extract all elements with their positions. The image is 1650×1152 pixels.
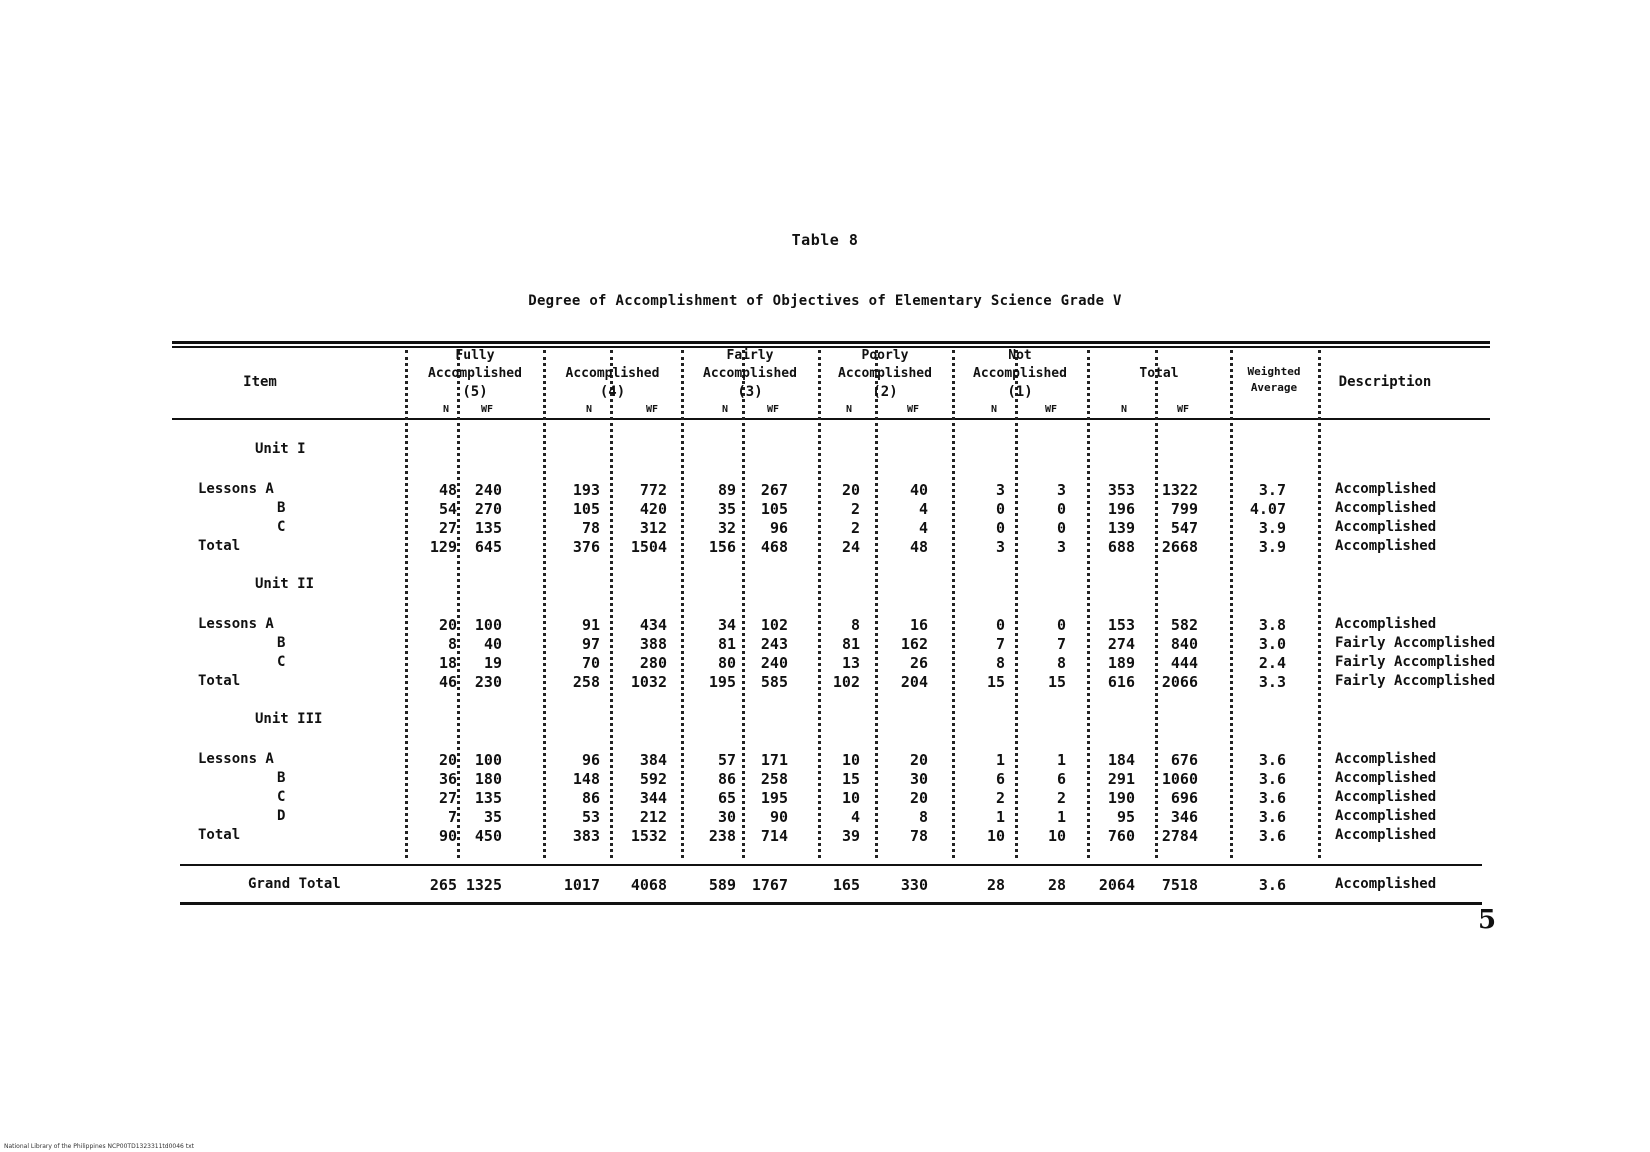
- header-sub-wf: WF: [645, 404, 659, 415]
- table-cell: 772: [639, 481, 667, 499]
- table-cell: 35: [483, 808, 502, 826]
- table-cell: 714: [760, 827, 788, 845]
- table-cell: 20: [438, 616, 457, 634]
- table-cell: 2: [850, 500, 860, 518]
- table-cell: 129: [429, 538, 457, 556]
- table-cell: 13: [841, 654, 860, 672]
- table-cell: 1504: [630, 538, 667, 556]
- scan-footer: National Library of the Philippines NCP00TD1323311td0046 txt: [4, 1143, 195, 1150]
- table-cell: 274: [1107, 635, 1135, 653]
- table-cell: 10: [841, 789, 860, 807]
- table-cell: 46: [438, 673, 457, 691]
- row-description: Accomplished: [1335, 481, 1437, 497]
- table-cell: 3.6: [1258, 876, 1286, 894]
- table-cell: 80: [717, 654, 736, 672]
- table-cell: 148: [572, 770, 600, 788]
- table-cell: 243: [760, 635, 788, 653]
- table-cell: 3.8: [1258, 616, 1286, 634]
- row-label: D: [277, 808, 286, 824]
- row-label: B: [277, 635, 286, 651]
- header-group-line2: Accomplished: [565, 366, 660, 381]
- table-cell: 2064: [1098, 876, 1135, 894]
- table-cell: 238: [708, 827, 736, 845]
- header-group-line2: Accomplished: [973, 366, 1067, 381]
- unit-heading: Unit I: [255, 441, 306, 457]
- header-group-line1: Poorly: [861, 348, 909, 363]
- table-cell: 258: [760, 770, 788, 788]
- table-cell: 39: [841, 827, 860, 845]
- table-cell: 16: [909, 616, 928, 634]
- row-label: B: [277, 770, 286, 786]
- table-cell: 190: [1107, 789, 1135, 807]
- table-cell: 212: [639, 808, 667, 826]
- row-description: Accomplished: [1335, 538, 1437, 554]
- header-group-line2: Accomplished: [428, 366, 522, 381]
- header-group-line2: Accomplished: [838, 366, 932, 381]
- table-cell: 15: [1047, 673, 1066, 691]
- table-cell: 799: [1170, 500, 1198, 518]
- table-cell: 388: [639, 635, 667, 653]
- table-cell: 48: [438, 481, 457, 499]
- table-cell: 3.7: [1258, 481, 1286, 499]
- table-cell: 270: [474, 500, 502, 518]
- table-cell: 3: [1056, 538, 1066, 556]
- table-cell: 162: [900, 635, 928, 653]
- table-cell: 28: [986, 876, 1005, 894]
- row-description: Accomplished: [1335, 808, 1437, 824]
- table-cell: 547: [1170, 519, 1198, 537]
- table-cell: 840: [1170, 635, 1198, 653]
- header-sub-wf: WF: [1176, 404, 1190, 415]
- table-cell: 450: [474, 827, 502, 845]
- table-cell: 96: [581, 751, 600, 769]
- table-cell: 4: [918, 500, 928, 518]
- row-label: Lessons A: [198, 616, 274, 632]
- table-cell: 4068: [630, 876, 667, 894]
- row-label: Lessons A: [198, 751, 274, 767]
- table-cell: 3.6: [1258, 827, 1286, 845]
- table-cell: 95: [1116, 808, 1135, 826]
- table-cell: 1032: [630, 673, 667, 691]
- table-cell: 8: [1056, 654, 1066, 672]
- table-cell: 3: [995, 481, 1005, 499]
- table-cell: 8: [918, 808, 928, 826]
- table-cell: 240: [760, 654, 788, 672]
- table-cell: 1532: [630, 827, 667, 845]
- table-cell: 434: [639, 616, 667, 634]
- table-cell: 760: [1107, 827, 1135, 845]
- grand-total-bottom-rule: [180, 902, 1482, 905]
- table-cell: 688: [1107, 538, 1135, 556]
- table-cell: 2.4: [1258, 654, 1286, 672]
- row-label: Total: [198, 673, 241, 689]
- table-cell: 86: [717, 770, 736, 788]
- top-rule: [172, 341, 1490, 344]
- table-cell: 19: [483, 654, 502, 672]
- row-description: Fairly Accomplished: [1335, 654, 1496, 670]
- header-group-code: (3): [737, 384, 763, 400]
- table-cell: 258: [572, 673, 600, 691]
- table-cell: 376: [572, 538, 600, 556]
- table-cell: 1: [1056, 808, 1066, 826]
- table-cell: 3: [995, 538, 1005, 556]
- table-cell: 90: [769, 808, 788, 826]
- table-cell: 20: [909, 751, 928, 769]
- header-sub-n: N: [845, 404, 853, 415]
- header-sub-n: N: [721, 404, 729, 415]
- table-cell: 3.6: [1258, 789, 1286, 807]
- table-cell: 28: [1047, 876, 1066, 894]
- table-cell: 204: [900, 673, 928, 691]
- row-description: Accomplished: [1335, 827, 1437, 843]
- table-cell: 696: [1170, 789, 1198, 807]
- table-cell: 18: [438, 654, 457, 672]
- table-cell: 4: [918, 519, 928, 537]
- table-cell: 1: [995, 808, 1005, 826]
- table-cell: 6: [995, 770, 1005, 788]
- table-cell: 3.6: [1258, 808, 1286, 826]
- unit-heading: Unit II: [255, 576, 315, 592]
- table-cell: 3.6: [1258, 751, 1286, 769]
- row-label: C: [277, 654, 286, 670]
- header-group-line2: Accomplished: [703, 366, 797, 381]
- header-sub-n: N: [1120, 404, 1128, 415]
- table-cell: 3.9: [1258, 519, 1286, 537]
- table-cell: 90: [438, 827, 457, 845]
- row-label: B: [277, 500, 286, 516]
- table-cell: 312: [639, 519, 667, 537]
- table-cell: 35: [717, 500, 736, 518]
- row-description: Accomplished: [1335, 500, 1437, 516]
- column-separator: [1318, 350, 1321, 858]
- table-cell: 1017: [563, 876, 600, 894]
- table-cell: 65: [717, 789, 736, 807]
- row-label: Grand Total: [248, 876, 341, 892]
- table-cell: 468: [760, 538, 788, 556]
- table-cell: 86: [581, 789, 600, 807]
- table-cell: 96: [769, 519, 788, 537]
- table-cell: 645: [474, 538, 502, 556]
- table-cell: 1767: [751, 876, 788, 894]
- row-description: Accomplished: [1335, 876, 1437, 892]
- table-cell: 70: [581, 654, 600, 672]
- table-cell: 676: [1170, 751, 1198, 769]
- table-cell: 280: [639, 654, 667, 672]
- table-cell: 3: [1056, 481, 1066, 499]
- header-weighted-average: Weighted Average: [1247, 365, 1301, 394]
- table-cell: 78: [581, 519, 600, 537]
- unit-heading: Unit III: [255, 711, 323, 727]
- row-description: Accomplished: [1335, 616, 1437, 632]
- table-cell: 78: [909, 827, 928, 845]
- table-cell: 189: [1107, 654, 1135, 672]
- grand-total-top-rule: [180, 864, 1482, 866]
- table-cell: 48: [909, 538, 928, 556]
- table-cell: 383: [572, 827, 600, 845]
- table-cell: 8: [995, 654, 1005, 672]
- table-cell: 2668: [1161, 538, 1198, 556]
- table-cell: 0: [1056, 500, 1066, 518]
- table-cell: 195: [760, 789, 788, 807]
- table-cell: 346: [1170, 808, 1198, 826]
- table-cell: 139: [1107, 519, 1135, 537]
- table-cell: 34: [717, 616, 736, 634]
- header-group-line2: Total: [1139, 366, 1179, 381]
- table-cell: 0: [995, 500, 1005, 518]
- table-cell: 3.9: [1258, 538, 1286, 556]
- table-cell: 2: [850, 519, 860, 537]
- table-cell: 15: [841, 770, 860, 788]
- table-cell: 10: [1047, 827, 1066, 845]
- table-cell: 27: [438, 789, 457, 807]
- header-group-code: (4): [599, 384, 626, 400]
- table-cell: 20: [438, 751, 457, 769]
- table-cell: 3.6: [1258, 770, 1286, 788]
- table-cell: 1: [1056, 751, 1066, 769]
- table-cell: 3.3: [1258, 673, 1286, 691]
- header-group-line1: Fairly: [726, 348, 774, 363]
- header-sub-wf: WF: [1044, 404, 1058, 415]
- header-group-line1: Fully: [455, 348, 495, 363]
- table-cell: 330: [900, 876, 928, 894]
- table-cell: 196: [1107, 500, 1135, 518]
- table-cell: 10: [841, 751, 860, 769]
- header-sub-n: N: [585, 404, 593, 415]
- header-sub-wf: WF: [906, 404, 920, 415]
- table-cell: 384: [639, 751, 667, 769]
- table-cell: 8: [447, 635, 457, 653]
- table-cell: 616: [1107, 673, 1135, 691]
- header-group-code: (5): [462, 384, 488, 400]
- table-cell: 0: [995, 519, 1005, 537]
- table-cell: 2: [995, 789, 1005, 807]
- table-cell: 40: [909, 481, 928, 499]
- row-description: Accomplished: [1335, 789, 1437, 805]
- row-description: Fairly Accomplished: [1335, 635, 1496, 651]
- table-cell: 3.0: [1258, 635, 1286, 653]
- page-number: 5: [1478, 905, 1497, 935]
- table-cell: 2784: [1161, 827, 1198, 845]
- table-cell: 81: [717, 635, 736, 653]
- table-cell: 135: [474, 789, 502, 807]
- table-cell: 2: [1056, 789, 1066, 807]
- header-group-code: (2): [872, 384, 898, 400]
- table-cell: 105: [572, 500, 600, 518]
- table-cell: 135: [474, 519, 502, 537]
- header-sub-n: N: [990, 404, 998, 415]
- table-cell: 53: [581, 808, 600, 826]
- table-cell: 180: [474, 770, 502, 788]
- table-cell: 0: [1056, 519, 1066, 537]
- table-cell: 344: [639, 789, 667, 807]
- table-cell: 6: [1056, 770, 1066, 788]
- header-sub-n: N: [442, 404, 450, 415]
- table-cell: 1: [995, 751, 1005, 769]
- table-cell: 102: [832, 673, 860, 691]
- table-cell: 7518: [1161, 876, 1198, 894]
- table-cell: 7: [447, 808, 457, 826]
- table-cell: 40: [483, 635, 502, 653]
- table-cell: 8: [850, 616, 860, 634]
- table-cell: 30: [717, 808, 736, 826]
- row-label: C: [277, 789, 286, 805]
- table-cell: 24: [841, 538, 860, 556]
- table-cell: 0: [1056, 616, 1066, 634]
- table-cell: 100: [474, 616, 502, 634]
- table-cell: 171: [760, 751, 788, 769]
- header-sub-wf: WF: [480, 404, 494, 415]
- table-cell: 265: [429, 876, 457, 894]
- row-label: Lessons A: [198, 481, 274, 497]
- row-description: Accomplished: [1335, 770, 1437, 786]
- table-cell: 193: [572, 481, 600, 499]
- table-cell: 2066: [1161, 673, 1198, 691]
- row-description: Accomplished: [1335, 751, 1437, 767]
- table-cell: 165: [832, 876, 860, 894]
- table-cell: 20: [841, 481, 860, 499]
- header-bottom-rule: [172, 418, 1490, 420]
- table-subtitle: Degree of Accomplishment of Objectives of Elementary Science Grade V: [528, 293, 1122, 309]
- table-cell: 184: [1107, 751, 1135, 769]
- table-cell: 592: [639, 770, 667, 788]
- header-sub-wf: WF: [766, 404, 780, 415]
- row-description: Fairly Accomplished: [1335, 673, 1496, 689]
- table-cell: 27: [438, 519, 457, 537]
- table-cell: 26: [909, 654, 928, 672]
- table-cell: 100: [474, 751, 502, 769]
- table-cell: 32: [717, 519, 736, 537]
- table-cell: 10: [986, 827, 1005, 845]
- table-title: Table 8: [791, 231, 859, 249]
- table-cell: 1060: [1161, 770, 1198, 788]
- table-cell: 267: [760, 481, 788, 499]
- header-group-code: (1): [1007, 384, 1033, 400]
- row-label: Total: [198, 827, 241, 843]
- table-cell: 153: [1107, 616, 1135, 634]
- table-cell: 4: [850, 808, 860, 826]
- table-cell: 353: [1107, 481, 1135, 499]
- table-cell: 195: [708, 673, 736, 691]
- table-cell: 230: [474, 673, 502, 691]
- table-cell: 420: [639, 500, 667, 518]
- table-cell: 7: [1056, 635, 1066, 653]
- table-cell: 0: [995, 616, 1005, 634]
- table-cell: 102: [760, 616, 788, 634]
- table-cell: 97: [581, 635, 600, 653]
- table-cell: 36: [438, 770, 457, 788]
- table-cell: 1325: [465, 876, 502, 894]
- table-cell: 7: [995, 635, 1005, 653]
- table-cell: 91: [581, 616, 600, 634]
- table-cell: 15: [986, 673, 1005, 691]
- header-item: Item: [243, 374, 277, 390]
- row-label: Total: [198, 538, 241, 554]
- table-cell: 89: [717, 481, 736, 499]
- table-cell: 240: [474, 481, 502, 499]
- table-cell: 81: [841, 635, 860, 653]
- table-cell: 1322: [1161, 481, 1198, 499]
- table-cell: 582: [1170, 616, 1198, 634]
- table-cell: 20: [909, 789, 928, 807]
- row-description: Accomplished: [1335, 519, 1437, 535]
- header-description: Description: [1338, 374, 1432, 390]
- table-cell: 57: [717, 751, 736, 769]
- table-cell: 156: [708, 538, 736, 556]
- table-cell: 4.07: [1249, 500, 1286, 518]
- table-cell: 30: [909, 770, 928, 788]
- row-label: C: [277, 519, 286, 535]
- table-cell: 105: [760, 500, 788, 518]
- table-cell: 585: [760, 673, 788, 691]
- header-group-line1: Not: [1008, 348, 1032, 363]
- table-cell: 444: [1170, 654, 1198, 672]
- table-cell: 54: [438, 500, 457, 518]
- table-cell: 291: [1107, 770, 1135, 788]
- table-cell: 589: [708, 876, 736, 894]
